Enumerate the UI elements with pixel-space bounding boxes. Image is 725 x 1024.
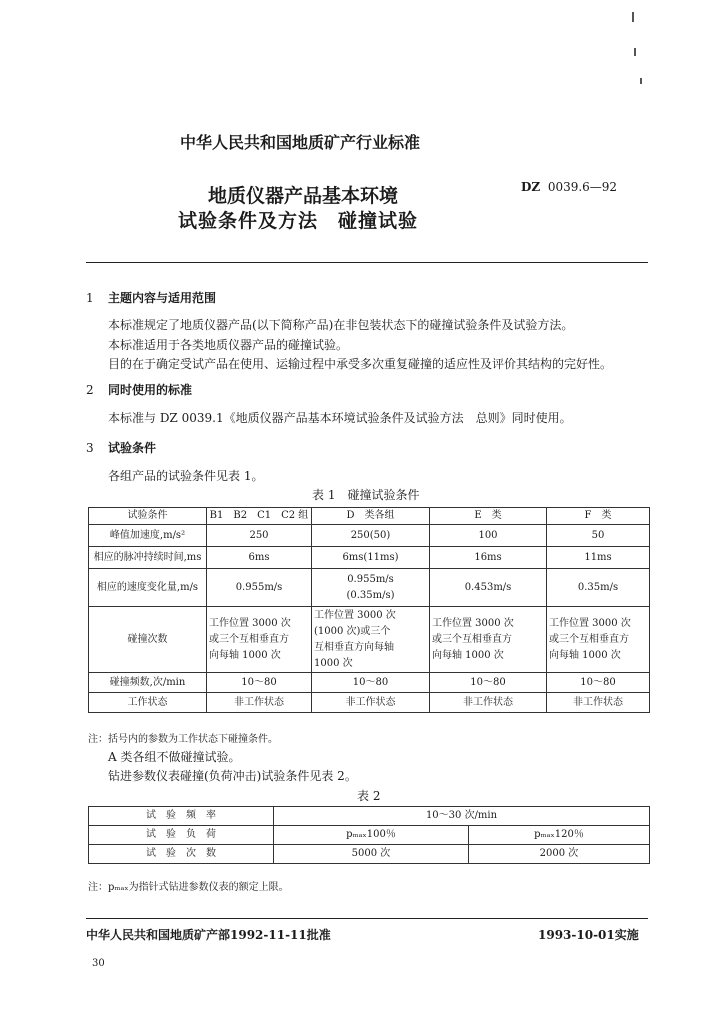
table-cell: 试 验 频 率	[89, 807, 274, 826]
table-row	[89, 807, 650, 826]
table-cell: 10～80	[430, 673, 547, 693]
table-cell: 11ms	[547, 547, 650, 569]
table-row	[89, 547, 650, 569]
paragraph: 各组产品的试验条件见表 1。	[108, 469, 264, 483]
table-cell: 工作位置 3000 次 (1000 次)或三个 互相垂直方向每轴 1000 次	[312, 607, 430, 673]
table-cell: 非工作状态	[547, 693, 650, 713]
table1-caption: 表 1 碰撞试验条件	[312, 488, 420, 502]
section-number: 3	[86, 441, 94, 455]
table-row	[89, 673, 650, 693]
table-cell: 相应的速度变化量,m/s	[89, 569, 207, 607]
table-cell: pₘₐₓ100％	[274, 826, 469, 845]
table-cell: 工作位置 3000 次 或三个互相垂直方 向每轴 1000 次	[547, 607, 650, 673]
table-row	[89, 826, 650, 845]
table-cell: 0.955m/s (0.35m/s)	[312, 569, 430, 607]
section-title: 试验条件	[108, 441, 157, 455]
document-title-line2: 试验条件及方法 碰撞试验	[178, 210, 419, 232]
section-title: 主题内容与适用范围	[108, 291, 217, 305]
implementation-date: 1993-10-01实施	[538, 928, 639, 942]
table-header-row	[89, 508, 650, 525]
table-cell: 2000 次	[469, 845, 650, 864]
table-cell: 10～80	[547, 673, 650, 693]
table-header-cell: B1 B2 C1 C2 组	[207, 508, 312, 525]
table-cell: 10～80	[312, 673, 430, 693]
standard-code-number: 0039.6—92	[547, 180, 618, 194]
table-row	[89, 845, 650, 864]
table-cell: 碰撞频数,次/min	[89, 673, 207, 693]
table-cell: 50	[547, 525, 650, 547]
paragraph: 本标准与 DZ 0039.1《地质仪器产品基本环境试验条件及试验方法 总则》同时使用。	[108, 411, 572, 425]
table-cell: 相应的脉冲持续时间,ms	[89, 547, 207, 569]
standard-code	[521, 180, 617, 194]
table-cell: 250	[207, 525, 312, 547]
table-header-cell: 试验条件	[89, 508, 207, 525]
page-number: 30	[92, 958, 105, 969]
table-cell: 5000 次	[274, 845, 469, 864]
scan-mark	[634, 48, 636, 56]
table-cell: 0.35m/s	[547, 569, 650, 607]
section-number: 2	[86, 383, 94, 397]
table-cell: 6ms	[207, 547, 312, 569]
table-cell: 非工作状态	[312, 693, 430, 713]
table-header-cell: F 类	[547, 508, 650, 525]
scan-mark	[632, 12, 634, 22]
table-header-cell: E 类	[430, 508, 547, 525]
approval-date: 中华人民共和国地质矿产部1992-11-11批准	[86, 928, 331, 942]
table-row	[89, 607, 650, 673]
table-cell: 100	[430, 525, 547, 547]
load-impact-test-table	[88, 806, 650, 864]
table-cell: pₘₐₓ120％	[469, 826, 650, 845]
standard-code-prefix: DZ	[521, 180, 541, 194]
table-cell: 碰撞次数	[89, 607, 207, 673]
table-cell: 工作状态	[89, 693, 207, 713]
section-title: 同时使用的标准	[108, 383, 193, 397]
paragraph: 本标准适用于各类地质仪器产品的碰撞试验。	[108, 338, 349, 352]
section-1-heading	[86, 289, 216, 306]
table-cell: 工作位置 3000 次 或三个互相垂直方 向每轴 1000 次	[430, 607, 547, 673]
paragraph: 钻进参数仪表碰撞(负荷冲击)试验条件见表 2。	[108, 769, 357, 783]
section-number: 1	[86, 291, 94, 305]
footer-rule	[86, 918, 648, 919]
collision-test-conditions-table	[88, 507, 650, 713]
table-row	[89, 525, 650, 547]
paragraph: A 类各组不做碰撞试验。	[108, 750, 241, 764]
section-3-heading	[86, 439, 156, 456]
table-cell: 250(50)	[312, 525, 430, 547]
table-cell: 10～30 次/min	[274, 807, 650, 826]
table-cell: 工作位置 3000 次 或三个互相垂直方 向每轴 1000 次	[207, 607, 312, 673]
table-row	[89, 693, 650, 713]
table-cell: 非工作状态	[430, 693, 547, 713]
table-cell: 非工作状态	[207, 693, 312, 713]
table-cell: 0.453m/s	[430, 569, 547, 607]
section-2-heading	[86, 381, 192, 398]
table2-note: 注：pₘₐₓ为指针式钻进参数仪表的额定上限。	[88, 882, 289, 893]
table-cell: 16ms	[430, 547, 547, 569]
table2-caption: 表 2	[357, 789, 381, 803]
table-cell: 峰值加速度,m/s²	[89, 525, 207, 547]
scan-mark	[640, 78, 642, 84]
paragraph: 本标准规定了地质仪器产品(以下简称产品)在非包装状态下的碰撞试验条件及试验方法。	[108, 318, 574, 332]
document-title-line1: 地质仪器产品基本环境	[208, 185, 399, 207]
table-cell: 10～80	[207, 673, 312, 693]
header-rule	[86, 262, 648, 263]
table-cell: 6ms(11ms)	[312, 547, 430, 569]
table-row	[89, 569, 650, 607]
table-cell: 试 验 次 数	[89, 845, 274, 864]
table1-note: 注：括号内的参数为工作状态下碰撞条件。	[88, 734, 278, 745]
table-header-cell: D 类各组	[312, 508, 430, 525]
table-cell: 0.955m/s	[207, 569, 312, 607]
table-cell: 试 验 负 荷	[89, 826, 274, 845]
paragraph: 目的在于确定受试产品在使用、运输过程中承受多次重复碰撞的适应性及评价其结构的完好性。	[108, 357, 613, 371]
industry-standard-heading: 中华人民共和国地质矿产行业标准	[179, 133, 420, 152]
